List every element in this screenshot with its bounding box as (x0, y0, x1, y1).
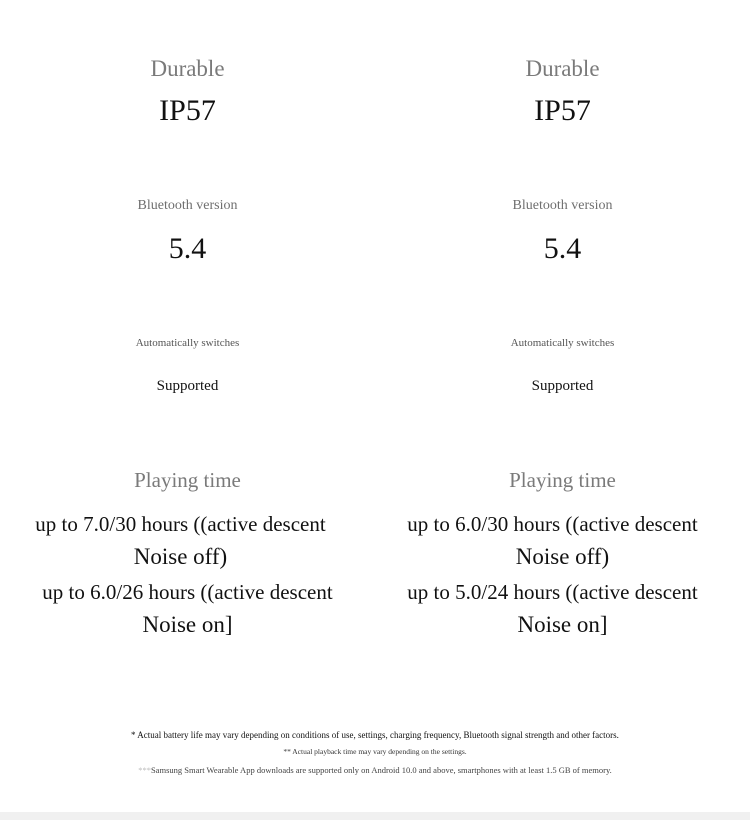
playing-time-line: up to 5.0/24 hours ((active descent (407, 580, 698, 604)
playing-time-label: Playing time (134, 468, 241, 492)
footnote-app (0, 765, 750, 775)
playing-time-label: Playing time (509, 468, 616, 492)
durable-label: Durable (525, 56, 600, 81)
bluetooth-label: Bluetooth version (512, 198, 613, 213)
auto-switch-label: Automatically switches (510, 337, 615, 349)
playing-time-line: Noise off) (515, 544, 610, 569)
playing-time-line: Noise on] (142, 612, 233, 637)
bluetooth-label: Bluetooth version (137, 198, 238, 213)
durable-value: IP57 (159, 94, 216, 127)
durable-value: IP57 (534, 94, 591, 127)
playing-time-line: up to 6.0/30 hours ((active descent (407, 512, 698, 536)
playing-time-line: up to 7.0/30 hours ((active descent (35, 512, 326, 536)
footnote-app-text: Samsung Smart Wearable App downloads are supported only on Android 10.0 and above, smartphones with at least 1.5 GB of memory. (150, 764, 612, 775)
footnote-battery: * Actual battery life may vary depending on conditions of use, settings, charging frequency, Bluetooth signal strength and other factors. (131, 730, 619, 740)
auto-switch-label: Automatically switches (135, 337, 240, 349)
bluetooth-value: 5.4 (168, 232, 207, 265)
durable-label: Durable (150, 56, 225, 81)
bluetooth-value: 5.4 (543, 232, 582, 265)
bottom-divider (0, 812, 750, 820)
footnote-mark: *** (138, 764, 151, 775)
auto-switch-value: Supported (156, 378, 219, 394)
footnote-playback: ** Actual playback time may vary depending on the settings. (283, 746, 467, 756)
playing-time-line: up to 6.0/26 hours ((active descent (42, 580, 333, 604)
playing-time-line: Noise on] (517, 612, 608, 637)
auto-switch-value: Supported (531, 378, 594, 394)
playing-time-line: Noise off) (133, 544, 228, 569)
